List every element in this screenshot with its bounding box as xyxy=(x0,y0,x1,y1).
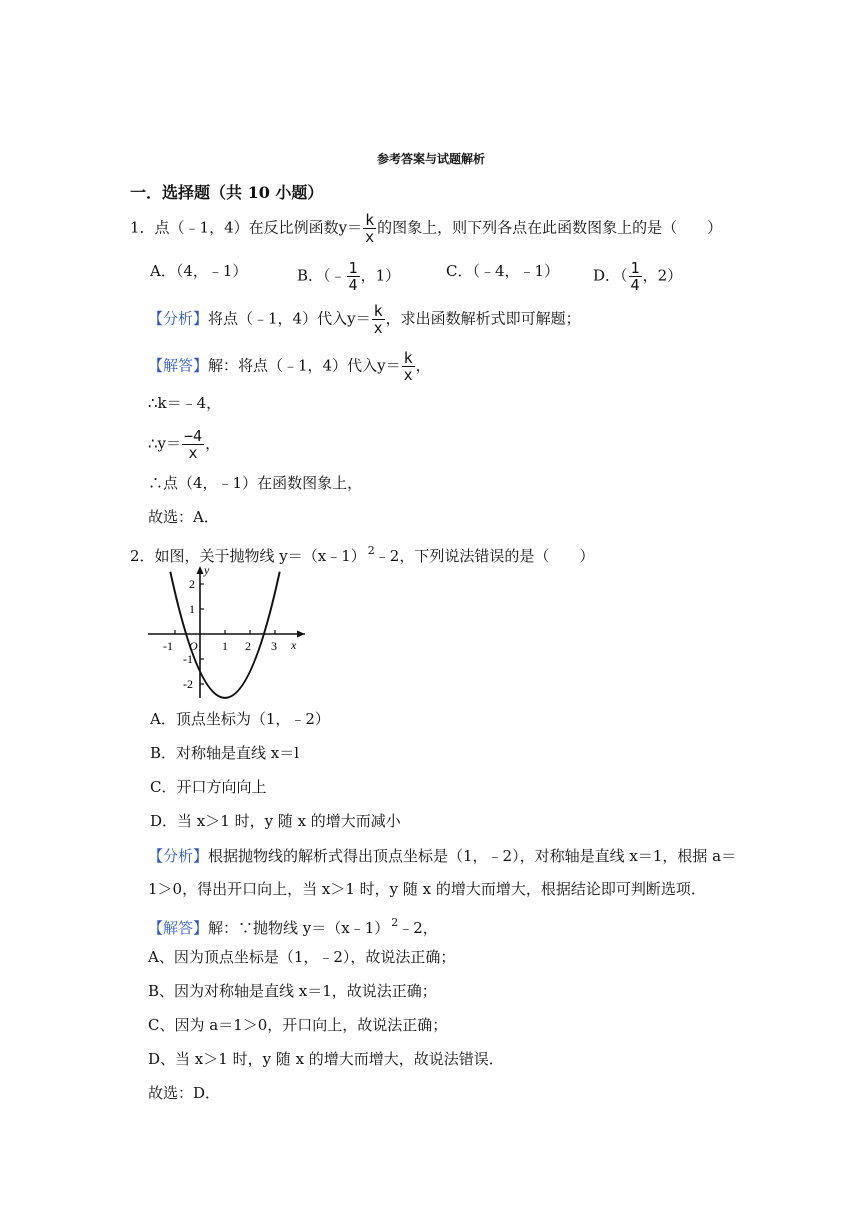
tick-label: 1 xyxy=(222,639,228,653)
q1-stem: 1．点（﹣1，4）在反比例函数y＝ $\frac{k}{x}$ 的图象上，则下列各点在此函数图象上的是（ ） xyxy=(130,211,723,246)
q2-reason-c: C、因为 a＝1＞0，开口向上，故说法正确； xyxy=(148,1016,448,1034)
q2-answer: 故选：D． xyxy=(148,1084,221,1102)
y-axis-label: y xyxy=(204,563,210,577)
q2-analysis-cont: 1＞0，得出开口向上，当 x＞1 时，y 随 x 的增大而增大，根据结论即可判断选项． xyxy=(148,880,706,898)
q1-step-point: ∴点（4，﹣1）在函数图象上， xyxy=(148,474,363,492)
q2-solution: 【解答】解：∵抛物线 y＝（x﹣1） $^2$﹣2， xyxy=(148,916,438,937)
q2-reason-a: A、因为顶点坐标是（1，﹣2），故说法正确； xyxy=(148,948,456,966)
origin-label: O xyxy=(189,639,198,653)
q2-stem: 2．如图，关于抛物线 y＝（x﹣1） $^2$﹣2，下列说法错误的是（ ） xyxy=(130,544,595,565)
q2-option-b: B．对称轴是直线 x＝l xyxy=(150,744,300,762)
q1-option-d: D．（ $\frac{1}{4}$ ，2） xyxy=(593,259,683,294)
q2-option-d: D．当 x＞1 时，y 随 x 的增大而减小 xyxy=(150,812,401,830)
parabola-graph xyxy=(145,562,310,702)
tick-label: -2 xyxy=(183,677,193,691)
q1-answer: 故选：A． xyxy=(148,508,219,526)
fraction-one-quarter: $\frac{1}{4}$ xyxy=(630,259,640,294)
q2-option-a: A．顶点坐标为（1，﹣2） xyxy=(150,710,330,728)
section-heading: 一．选择题（共 10 小题） xyxy=(130,183,324,202)
fraction-one-quarter: $\frac{1}{4}$ xyxy=(348,259,358,294)
tick-label: 1 xyxy=(189,602,195,616)
q1-option-b: B．（﹣ $\frac{1}{4}$ ，1） xyxy=(297,259,401,294)
doc-title: 参考答案与试题解析 xyxy=(377,152,486,166)
x-axis-arrow xyxy=(297,631,305,638)
q2-reason-b: B、因为对称轴是直线 x＝1，故说法正确； xyxy=(148,982,437,1000)
tick-label: -1 xyxy=(183,652,193,666)
fraction-minus4-over-x: $\frac{-4}{x}$ xyxy=(184,427,203,462)
q2-option-c: C．开口方向向上 xyxy=(150,778,267,796)
tick-label: 2 xyxy=(189,577,195,591)
q1-step-k: ∴k＝﹣4， xyxy=(148,394,222,412)
q1-option-c: C．（﹣4，﹣1） xyxy=(446,262,560,280)
q2-analysis: 【分析】根据抛物线的解析式得出顶点坐标是（1，﹣2），对称轴是直线 x＝1，根据 a＝ xyxy=(148,847,737,865)
x-axis-label: x xyxy=(291,638,297,652)
tick-label: 2 xyxy=(245,639,251,653)
q2-reason-d: D、当 x＞1 时，y 随 x 的增大而增大，故说法错误． xyxy=(148,1050,504,1068)
y-axis-arrow xyxy=(197,566,204,574)
q1-step-function: ∴y＝ $\frac{-4}{x}$ ， xyxy=(148,427,221,462)
q1-option-a: A．（4，﹣1） xyxy=(150,262,248,280)
q1-analysis: 【分析】将点（﹣1，4）代入y＝ $\frac{k}{x}$ ，求出函数解析式即可解题； xyxy=(148,302,581,337)
tick-label: -1 xyxy=(163,639,173,653)
tick-label: 3 xyxy=(271,639,277,653)
fraction-k-over-x: $\frac{k}{x}$ xyxy=(365,211,375,246)
q1-solution: 【解答】解：将点（﹣1，4）代入y＝ $\frac{k}{x}$ ， xyxy=(148,349,431,384)
